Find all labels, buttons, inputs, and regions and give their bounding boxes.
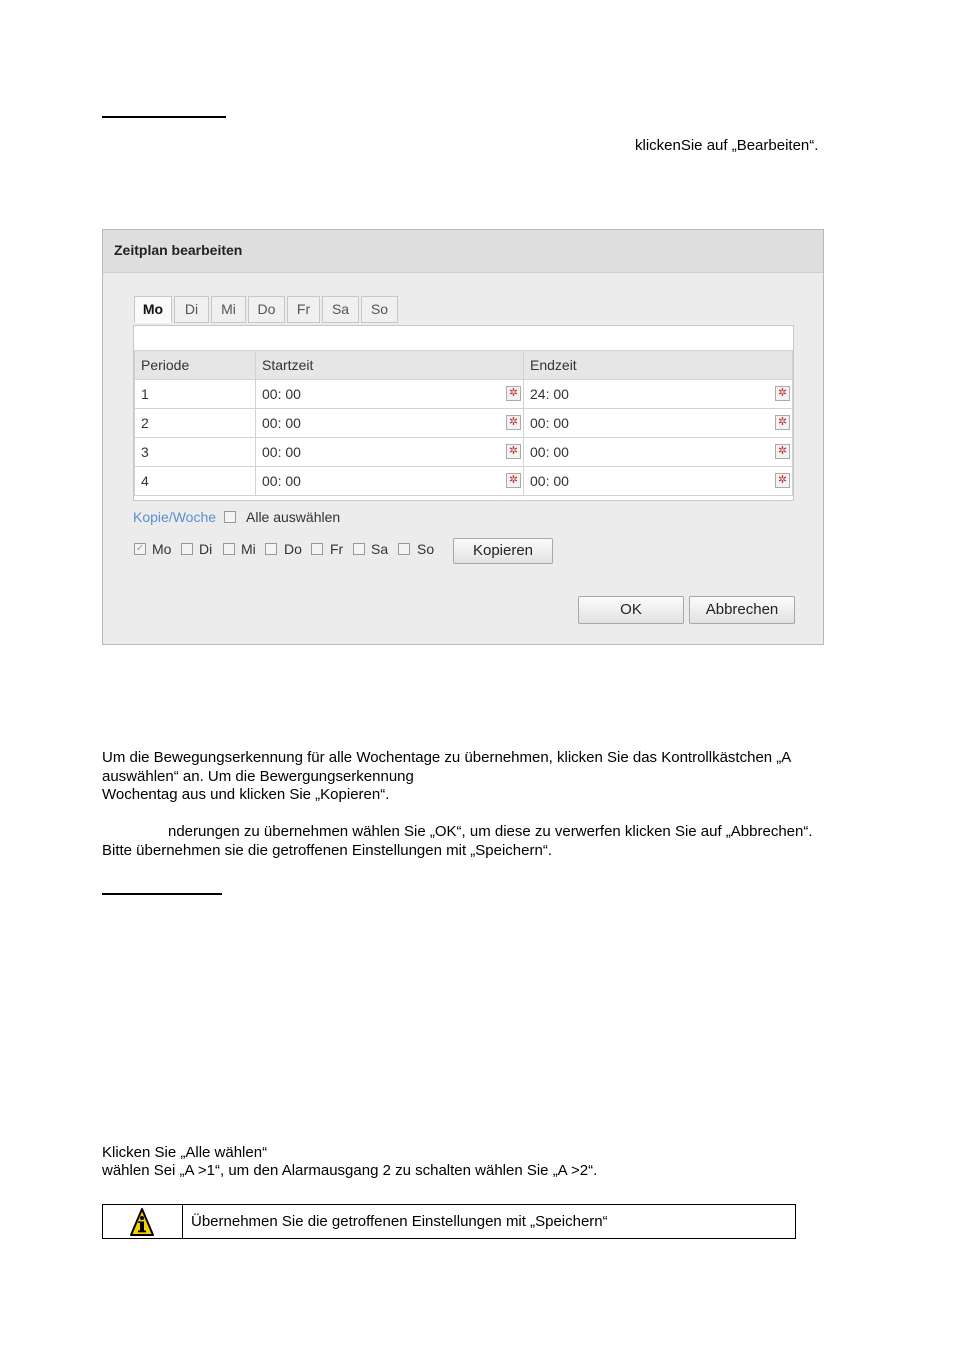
- day-label-do: Do: [284, 541, 302, 557]
- paragraph2-line2: Bitte übernehmen sie die getroffenen Einstellungen mit „Speichern“.: [102, 842, 552, 859]
- period-cell: 2: [135, 409, 256, 438]
- day-checkbox-di[interactable]: [181, 543, 193, 555]
- select-all-checkbox[interactable]: [224, 511, 236, 523]
- dialog-header: [103, 230, 823, 273]
- tab-do[interactable]: Do: [248, 296, 285, 323]
- day-label-sa: Sa: [371, 541, 389, 557]
- info-icon-cell: [103, 1205, 183, 1238]
- top-note: klickenSie auf „Bearbeiten“.: [635, 137, 819, 154]
- tab-fr[interactable]: Fr: [287, 296, 320, 323]
- period-cell: 4: [135, 467, 256, 496]
- clock-picker-icon[interactable]: ✲: [775, 386, 790, 401]
- clock-picker-icon[interactable]: ✲: [775, 444, 790, 459]
- day-checkbox-do[interactable]: [265, 543, 277, 555]
- start-time-field[interactable]: [256, 409, 524, 438]
- schedule-edit-dialog: [102, 229, 824, 645]
- start-time-field[interactable]: [256, 438, 524, 467]
- paragraph3-line2: wählen Sei „A >1“, um den Alarmausgang 2 zu schalten wählen Sie „A >2“.: [102, 1162, 598, 1179]
- column-header-end: Endzeit: [524, 351, 793, 380]
- clock-picker-icon[interactable]: ✲: [506, 473, 521, 488]
- copy-button[interactable]: Kopieren: [453, 538, 553, 564]
- day-checkbox-mo[interactable]: ✓: [135, 543, 145, 554]
- column-header-start: Startzeit: [256, 351, 524, 380]
- section-heading-rule-1: [102, 116, 226, 118]
- paragraph1-line3: Wochentag aus und klicken Sie „Kopieren“.: [102, 786, 390, 803]
- table-row: [135, 438, 793, 467]
- end-time-value: 24: 00: [530, 386, 569, 402]
- column-header-period: Periode: [135, 351, 256, 380]
- schedule-table: [134, 350, 793, 496]
- day-label-mo: Mo: [152, 541, 172, 557]
- select-all-label: Alle auswählen: [246, 509, 341, 525]
- end-time-value: 00: 00: [530, 415, 569, 431]
- start-time-field[interactable]: [256, 380, 524, 409]
- tab-mi[interactable]: Mi: [211, 296, 246, 323]
- cancel-button[interactable]: Abbrechen: [689, 596, 795, 624]
- day-label-mi: Mi: [241, 541, 256, 557]
- start-time-value: 00: 00: [262, 415, 301, 431]
- end-time-value: 00: 00: [530, 444, 569, 460]
- start-time-value: 00: 00: [262, 444, 301, 460]
- clock-picker-icon[interactable]: ✲: [775, 415, 790, 430]
- info-note-box: [102, 1204, 796, 1239]
- end-time-value: 00: 00: [530, 473, 569, 489]
- tab-so[interactable]: So: [361, 296, 398, 323]
- start-time-value: 00: 00: [262, 386, 301, 402]
- clock-picker-icon[interactable]: ✲: [506, 415, 521, 430]
- clock-picker-icon[interactable]: ✲: [506, 386, 521, 401]
- warning-info-icon: [103, 1205, 182, 1238]
- info-note-text: Übernehmen Sie die getroffenen Einstellungen mit „Speichern“: [191, 1213, 608, 1230]
- table-row: [135, 467, 793, 496]
- day-checkbox-so[interactable]: [398, 543, 410, 555]
- period-cell: 1: [135, 380, 256, 409]
- clock-picker-icon[interactable]: ✲: [775, 473, 790, 488]
- ok-button[interactable]: OK: [578, 596, 684, 624]
- day-checkbox-fr[interactable]: [311, 543, 323, 555]
- end-time-field[interactable]: [524, 380, 793, 409]
- section-heading-rule-2: [102, 893, 222, 895]
- table-row: [135, 380, 793, 409]
- tab-di[interactable]: Di: [174, 296, 209, 323]
- paragraph1-line1: Um die Bewegungserkennung für alle Wochentage zu übernehmen, klicken Sie das Kontrollkästchen „A: [102, 749, 792, 766]
- day-label-di: Di: [199, 541, 213, 557]
- paragraph3-line1: Klicken Sie „Alle wählen“: [102, 1144, 268, 1161]
- paragraph1-line2: auswählen“ an. Um die Bewergungserkennung: [102, 768, 414, 785]
- day-label-fr: Fr: [330, 541, 344, 557]
- day-checkbox-mi[interactable]: [223, 543, 235, 555]
- table-row: [135, 409, 793, 438]
- period-cell: 3: [135, 438, 256, 467]
- day-label-so: So: [417, 541, 435, 557]
- table-header-row: [135, 351, 793, 380]
- tab-sa[interactable]: Sa: [322, 296, 359, 323]
- day-checkbox-sa[interactable]: [353, 543, 365, 555]
- copy-week-link[interactable]: Kopie/Woche: [133, 509, 217, 525]
- end-time-field[interactable]: [524, 409, 793, 438]
- start-time-value: 00: 00: [262, 473, 301, 489]
- clock-picker-icon[interactable]: ✲: [506, 444, 521, 459]
- paragraph2-line1: nderungen zu übernehmen wählen Sie „OK“, um diese zu verwerfen klicken Sie auf „Abbrechen“.: [168, 823, 813, 840]
- tab-mo[interactable]: Mo: [134, 296, 172, 323]
- start-time-field[interactable]: [256, 467, 524, 496]
- end-time-field[interactable]: [524, 467, 793, 496]
- dialog-title: Zeitplan bearbeiten: [114, 242, 243, 258]
- end-time-field[interactable]: [524, 438, 793, 467]
